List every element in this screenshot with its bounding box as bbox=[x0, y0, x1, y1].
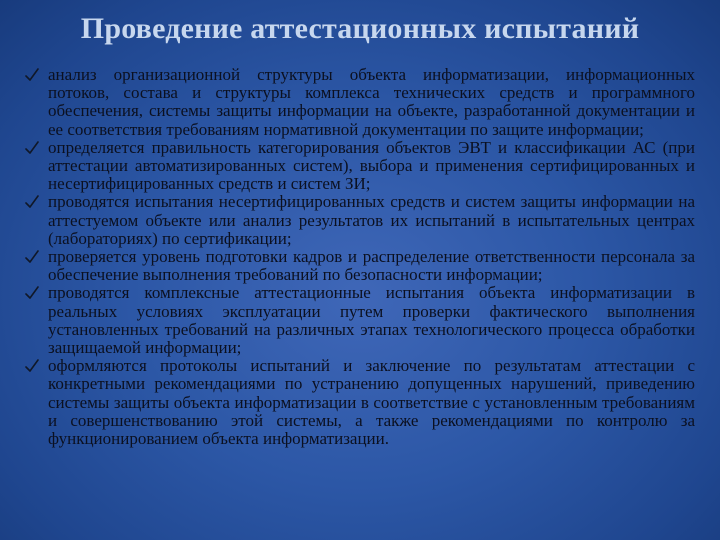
check-icon bbox=[25, 194, 39, 210]
slide-title: Проведение аттестационных испытаний bbox=[80, 12, 640, 45]
check-icon bbox=[25, 285, 39, 301]
check-icon bbox=[25, 358, 39, 374]
check-icon bbox=[25, 67, 39, 83]
check-icon bbox=[25, 140, 39, 156]
bullet-item bbox=[25, 357, 695, 448]
bullet-text: оформляются протоколы испытаний и заключение по результатам аттестации с конкретными рекомендациями по устранению допущенных нарушений, приведению системы защиты объекта информатизации в соответствие с установленным требованиям и совершенствованию этой системы, а также рекомендациями по контролю за функционированием объекта информатизации. bbox=[48, 356, 695, 449]
bullet-item bbox=[25, 248, 695, 284]
bullet-item bbox=[25, 66, 695, 139]
bullet-item bbox=[25, 193, 695, 248]
bullet-text: проводятся комплексные аттестационные испытания объекта информатизации в реальных условиях эксплуатации путем проверки фактического выполнения установленных требований на различных этапах технологического процесса обработки защищаемой информации; bbox=[48, 283, 695, 358]
bullet-list bbox=[25, 66, 695, 448]
check-icon bbox=[25, 249, 39, 265]
bullet-item bbox=[25, 139, 695, 194]
bullet-text: определяется правильность категорирования объектов ЭВТ и классификации АС (при аттестации автоматизированных систем), выбора и применения сертифицированных и несертифицированных средств и систем ЗИ; bbox=[48, 137, 695, 194]
bullet-text: проводятся испытания несертифицированных средств и систем защиты информации на аттестуемом объекте или анализ результатов их испытаний в испытательных центрах (лабораториях) по сертификации; bbox=[48, 192, 695, 248]
bullet-text: анализ организационной структуры объекта информатизации, информационных потоков, состава и структуры комплекса технических средств и программного обеспечения, системы защиты информации на объекте, разработанной документации и ее соответствия требованиям нормативной документации по защите информации; bbox=[48, 65, 695, 139]
bullet-item bbox=[25, 284, 695, 357]
bullet-text: проверяется уровень подготовки кадров и распределение ответственности персонала за обеспечение выполнения требований по безопасности информации; bbox=[48, 247, 695, 285]
